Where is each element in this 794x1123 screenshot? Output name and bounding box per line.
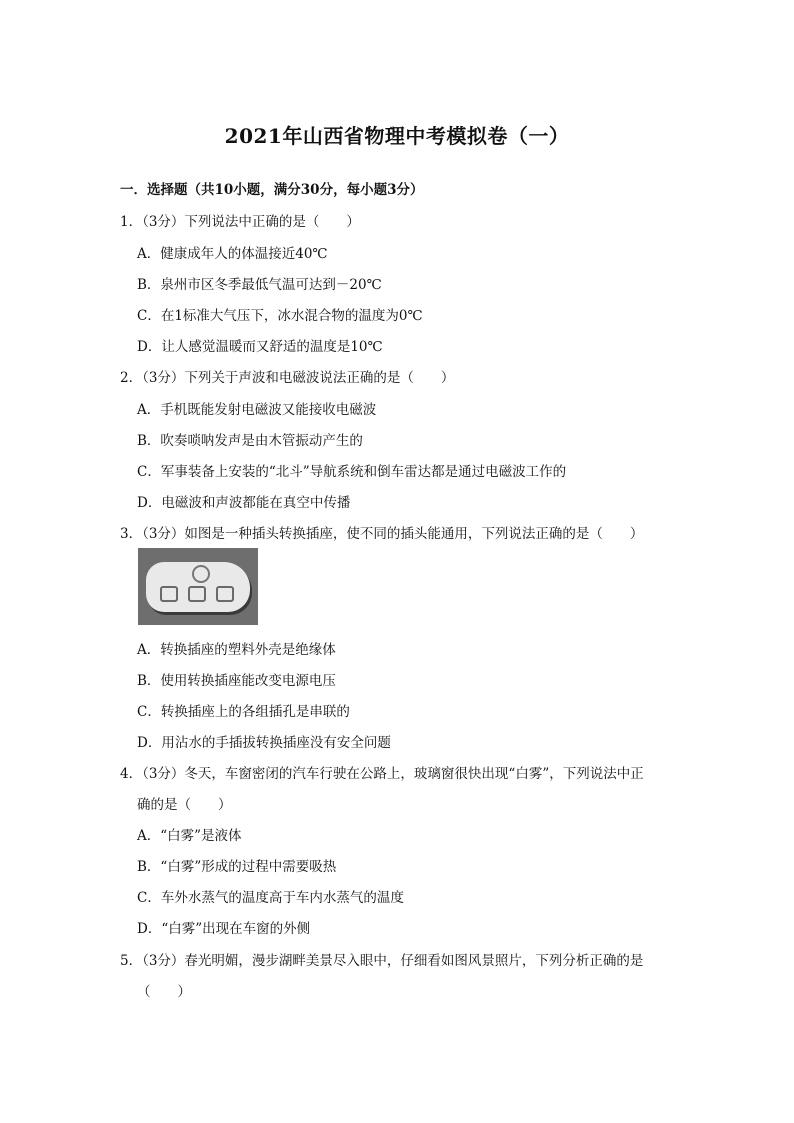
page-title: 2021年山西省物理中考模拟卷（一） — [224, 124, 570, 148]
question-2-option-a: A．手机既能发射电磁波又能接收电磁波 — [137, 402, 377, 418]
section-heading: 一．选择题（共10小题，满分30分，每小题3分） — [120, 182, 424, 198]
question-1-option-c: C．在1标准大气压下，冰水混合物的温度为0℃ — [137, 308, 423, 324]
socket-hole — [216, 586, 234, 602]
question-1-option-d: D．让人感觉温暖而又舒适的温度是10℃ — [137, 339, 383, 355]
question-3-option-b: B．使用转换插座能改变电源电压 — [137, 673, 336, 689]
question-3-stem: 3．（3分）如图是一种插头转换插座，使不同的插头能通用，下列说法正确的是（ ） — [120, 526, 644, 542]
question-2-option-b: B．吹奏唢呐发声是由木管振动产生的 — [137, 433, 363, 449]
question-4-option-c: C．车外水蒸气的温度高于车内水蒸气的温度 — [137, 890, 404, 906]
question-4-option-b: B．“白雾”形成的过程中需要吸热 — [137, 859, 337, 875]
question-4-stem-continued: 确的是（ ） — [137, 797, 232, 813]
question-2-stem: 2．（3分）下列关于声波和电磁波说法正确的是（ ） — [120, 370, 455, 386]
socket-round-mark — [192, 565, 210, 583]
question-2-option-d: D．电磁波和声波都能在真空中传播 — [137, 495, 351, 511]
question-4-stem: 4．（3分）冬天，车窗密闭的汽车行驶在公路上，玻璃窗很快出现“白雾”，下列说法中正 — [120, 766, 644, 782]
question-5-stem: 5．（3分）春光明媚，漫步湖畔美景尽入眼中，仔细看如图风景照片，下列分析正确的是 — [120, 953, 644, 969]
question-4-option-a: A．“白雾”是液体 — [137, 828, 242, 844]
question-4-option-d: D．“白雾”出现在车窗的外侧 — [137, 921, 311, 937]
question-1-option-b: B．泉州市区冬季最低气温可达到－20℃ — [137, 277, 382, 293]
question-3-option-c: C．转换插座上的各组插孔是串联的 — [137, 704, 350, 720]
socket-body — [146, 562, 250, 612]
question-5-stem-continued: （ ） — [137, 984, 191, 1000]
question-3-option-d: D．用沾水的手插拔转换插座没有安全问题 — [137, 735, 391, 751]
question-2-option-c: C．军事装备上安装的“北斗”导航系统和倒车雷达都是通过电磁波工作的 — [137, 464, 567, 480]
question-1-stem: 1．（3分）下列说法中正确的是（ ） — [120, 214, 360, 230]
question-1-option-a: A．健康成年人的体温接近40℃ — [137, 246, 328, 262]
socket-hole — [160, 586, 178, 602]
question-3-option-a: A．转换插座的塑料外壳是绝缘体 — [137, 642, 336, 658]
socket-hole — [188, 586, 206, 602]
adapter-socket-photo — [138, 548, 258, 625]
